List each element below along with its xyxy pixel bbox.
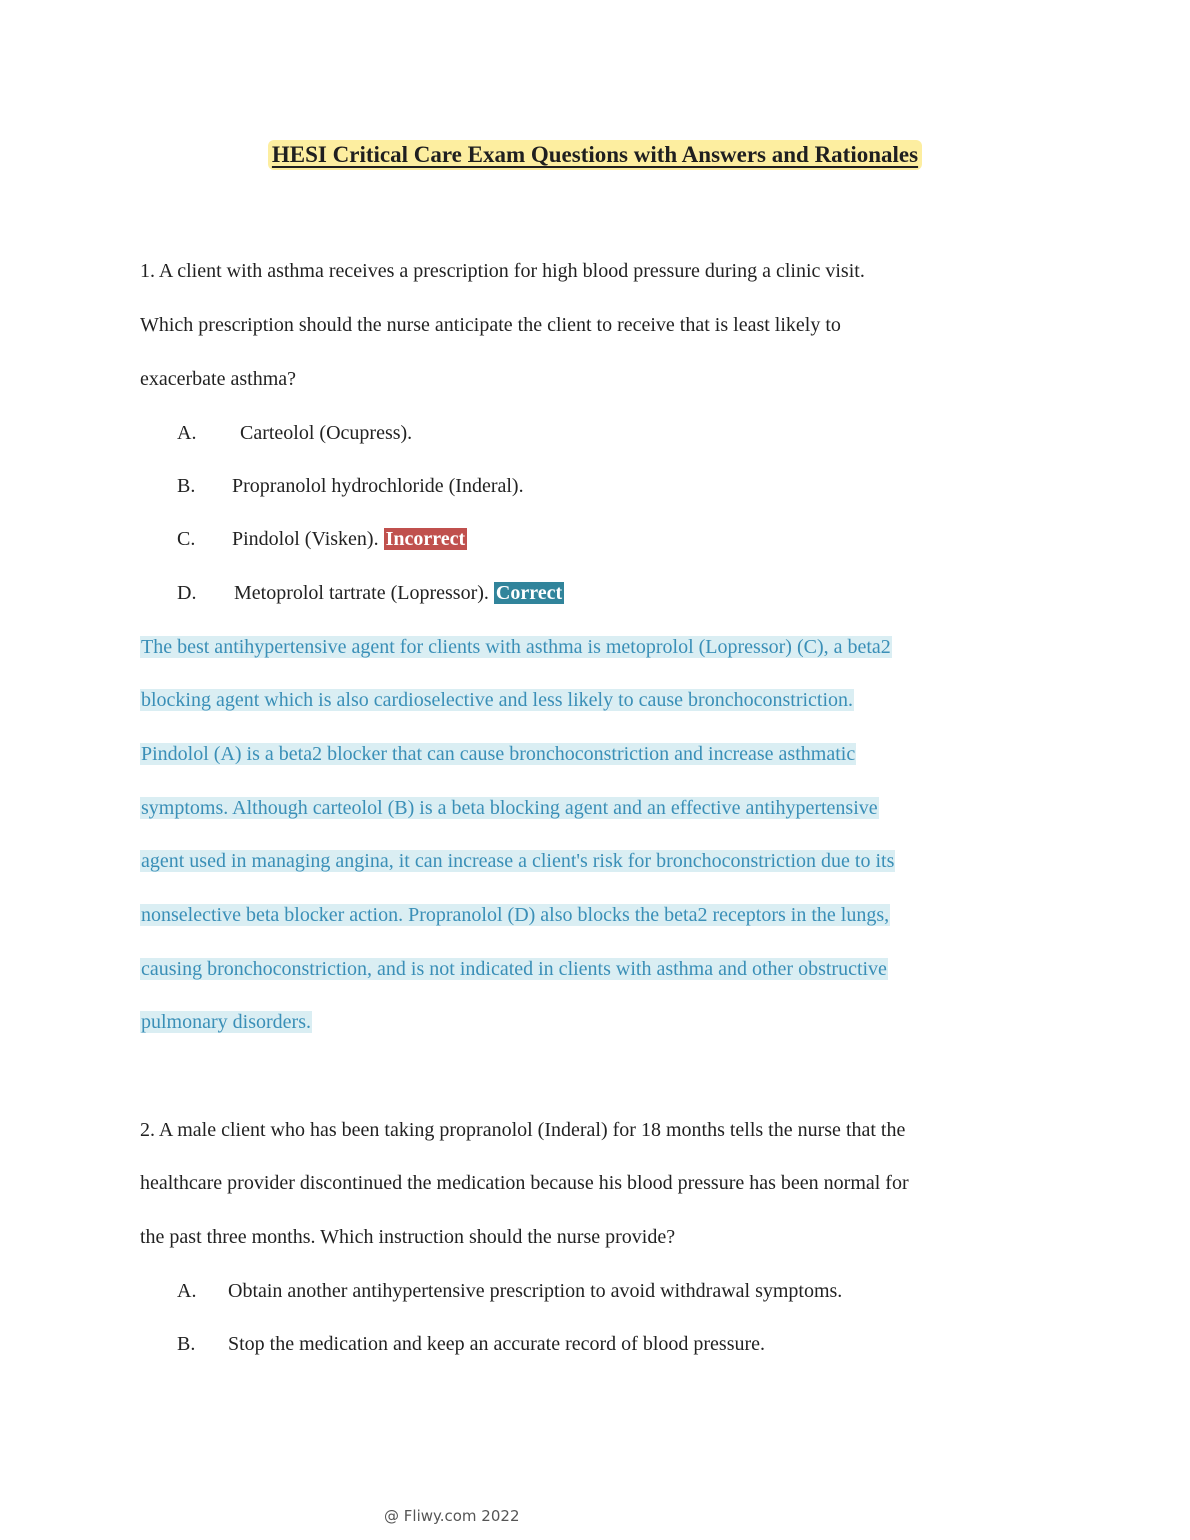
rationale-text: The best antihypertensive agent for clients with asthma is metoprolol (Lopressor) (C), a beta2 xyxy=(141,636,891,658)
option-letter: B. xyxy=(177,475,196,497)
q2-stem-line: the past three months. Which instruction should the nurse provide? xyxy=(140,1226,676,1248)
option-text-row xyxy=(234,580,564,606)
rationale-text: causing bronchoconstriction, and is not indicated in clients with asthma and other obstructive xyxy=(141,958,887,980)
option-letter: B. xyxy=(177,1333,196,1355)
rationale-text: blocking agent which is also cardioselective and less likely to cause bronchoconstriction. xyxy=(141,689,854,711)
q1-rationale-line xyxy=(140,795,879,821)
page-footer: @ Fliwy.com 2022 xyxy=(384,1507,520,1525)
q1-stem-line: Which prescription should the nurse anticipate the client to receive that is least likely to xyxy=(140,314,841,336)
q1-rationale-line xyxy=(140,741,856,767)
rationale-text: Pindolol (A) is a beta2 blocker that can cause bronchoconstriction and increase asthmatic xyxy=(141,743,856,765)
rationale-text: agent used in managing angina, it can increase a client's risk for bronchoconstriction due to its xyxy=(141,850,895,872)
option-letter: C. xyxy=(177,528,196,550)
option-text: Propranolol hydrochloride (Inderal). xyxy=(232,475,524,497)
option-text: Carteolol (Ocupress). xyxy=(240,422,413,444)
option-text: Metoprolol tartrate (Lopressor). xyxy=(234,582,489,604)
option-letter: D. xyxy=(177,582,197,604)
q1-rationale-line xyxy=(140,1009,312,1035)
option-text-row xyxy=(232,526,467,552)
q1-rationale-line xyxy=(140,956,888,982)
option-text: Obtain another antihypertensive prescription to avoid withdrawal symptoms. xyxy=(228,1280,843,1302)
rationale-text: pulmonary disorders. xyxy=(141,1011,311,1033)
incorrect-badge: Incorrect xyxy=(385,528,466,550)
q1-rationale-line xyxy=(140,687,854,713)
correct-badge: Correct xyxy=(495,582,563,604)
q1-rationale-line xyxy=(140,634,892,660)
option-letter: A. xyxy=(177,422,197,444)
q2-stem-line: 2. A male client who has been taking propranolol (Inderal) for 18 months tells the nurse that the xyxy=(140,1119,906,1141)
option-letter: A. xyxy=(177,1280,197,1302)
rationale-text: nonselective beta blocker action. Propranolol (D) also blocks the beta2 receptors in the lungs, xyxy=(141,904,890,926)
title-container xyxy=(0,140,1190,170)
option-text: Pindolol (Visken). xyxy=(232,528,379,550)
q1-rationale-line xyxy=(140,902,890,928)
q1-stem-line: exacerbate asthma? xyxy=(140,368,297,390)
document-title: HESI Critical Care Exam Questions with Answers and Rationales xyxy=(268,140,922,170)
option-text: Stop the medication and keep an accurate record of blood pressure. xyxy=(228,1333,766,1355)
q1-stem-line: 1. A client with asthma receives a prescription for high blood pressure during a clinic visit. xyxy=(140,260,865,282)
rationale-text: symptoms. Although carteolol (B) is a beta blocking agent and an effective antihypertensive xyxy=(141,797,878,819)
q2-stem-line: healthcare provider discontinued the medication because his blood pressure has been normal for xyxy=(140,1172,909,1194)
q1-rationale-line xyxy=(140,848,895,874)
